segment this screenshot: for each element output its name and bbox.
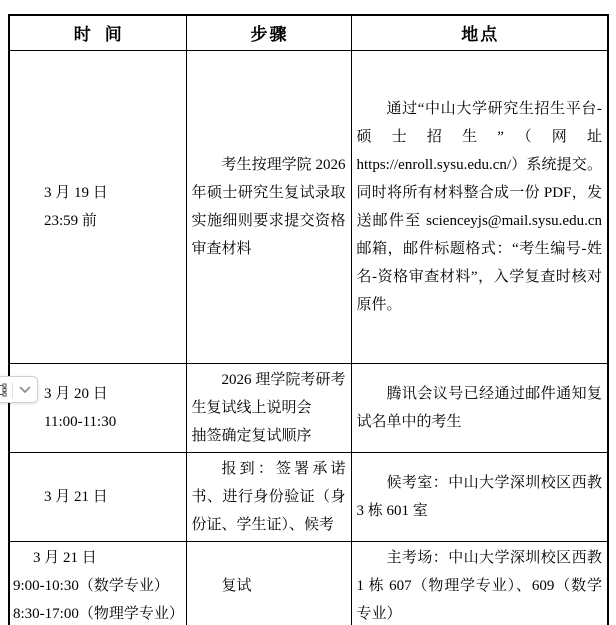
steps-paragraph: 考生按理学院 2026 年硕士研究生复试录取实施细则要求提交资格审查材料: [191, 156, 346, 257]
cell-steps-row1: [186, 50, 351, 363]
header-steps-label: 步骤: [250, 25, 289, 45]
time-line: 3 月 20 日: [44, 385, 108, 402]
time-line: 3 月 21 日: [44, 488, 108, 505]
header-location: [351, 15, 608, 50]
time-line: 8:30-17:00（物理学专业）: [13, 605, 184, 622]
table-row: [9, 50, 608, 363]
table-row: [9, 541, 608, 625]
cell-time-row3: [9, 452, 186, 541]
cell-steps-row3: [186, 452, 351, 541]
location-paragraph: 通过“中山大学研究生招生平台-硕士招生”（网址 https://enroll.sysu.edu.cn/）系统提交。同时将所有材料整合成一份 PDF，发送邮件至 scienceyjs@mail.sysu.edu.cn 邮箱，邮件标题格式：“考生编号-姓名-资格审查材料”，入学复查时核对原件。: [356, 100, 602, 313]
steps-paragraph: 抽签确定复试顺序: [191, 427, 312, 444]
steps-paragraph: 2026 理学院考研考生复试线上说明会: [191, 371, 346, 416]
time-line: 9:00-10:30（数学专业）: [13, 577, 169, 594]
header-time: [9, 15, 186, 50]
header-location-label: 地点: [461, 25, 500, 45]
steps-paragraph: 报到：签署承诺书、进行身份验证（身份证、学生证）、候考: [191, 460, 346, 533]
cell-location-row3: [351, 452, 608, 541]
cell-location-row1: [351, 50, 608, 363]
steps-paragraph: 复试: [221, 577, 252, 594]
cell-time-row4: [9, 541, 186, 625]
selection-box-icon[interactable]: [0, 377, 12, 402]
table-row: [9, 363, 608, 452]
header-steps: [186, 15, 351, 50]
table-header-row: [9, 15, 608, 50]
schedule-table: [8, 14, 609, 625]
location-paragraph: 腾讯会议号已经通过邮件通知复试名单中的考生: [356, 385, 602, 430]
table-row: [9, 452, 608, 541]
time-line: 23:59 前: [44, 212, 97, 229]
chevron-down-icon[interactable]: [13, 377, 37, 402]
header-time-label: 时间: [73, 25, 136, 45]
cell-steps-row4: [186, 541, 351, 625]
time-line: 3 月 21 日: [33, 549, 97, 566]
cell-location-row4: [351, 541, 608, 625]
location-paragraph: 主考场：中山大学深圳校区西教 1 栋 607（物理学专业）、609（数学专业）: [356, 549, 602, 622]
cell-steps-row2: [186, 363, 351, 452]
time-line: 11:00-11:30: [44, 413, 117, 430]
cell-time-row1: [9, 50, 186, 363]
floating-object-toolbar[interactable]: [0, 376, 38, 403]
time-line: 3 月 19 日: [44, 184, 108, 201]
location-paragraph: 候考室：中山大学深圳校区西教 3 栋 601 室: [356, 474, 602, 519]
cell-location-row2: [351, 363, 608, 452]
